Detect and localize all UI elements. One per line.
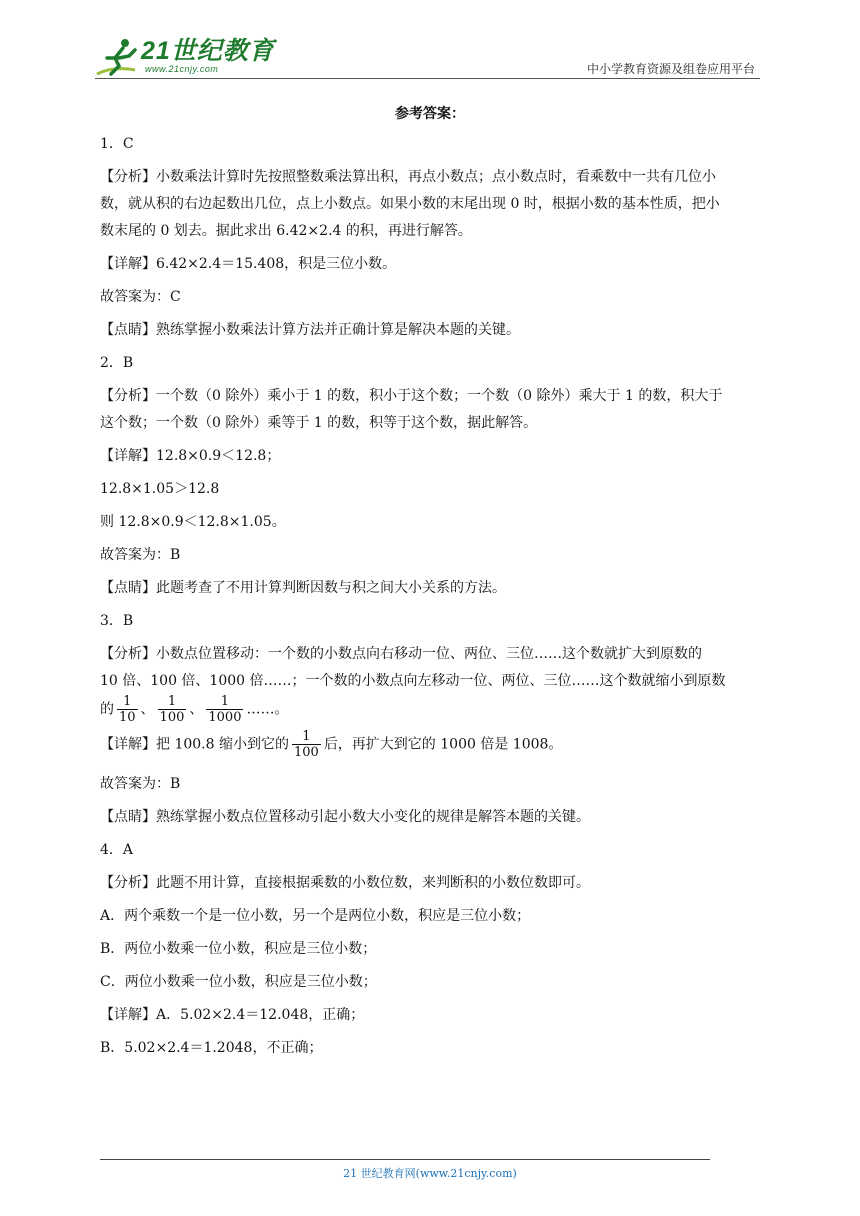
page-title: 参考答案：: [395, 106, 465, 122]
q3-note: 【点睛】熟练掌握小数点位置移动引起小数大小变化的规律是解答本题的关键。: [100, 809, 590, 825]
footer-divider: [100, 1159, 710, 1160]
answer-content: [100, 120, 765, 1057]
logo-text: 21世纪教育: [141, 37, 275, 65]
fraction-denominator: 100: [293, 745, 319, 760]
q3-answer: 故答案为：B: [100, 776, 181, 792]
page-header: [95, 30, 760, 80]
q3-analysis-line-1: 【分析】小数点位置移动：一个数的小数点向右移动一位、两位、三位……这个数就扩大到原数的: [100, 646, 702, 662]
q3-analysis-line-3: [100, 694, 765, 725]
separator: 、: [189, 701, 204, 718]
runner-logo-icon: [95, 36, 145, 78]
q3-analysis-suffix: ……。: [246, 701, 289, 718]
q4-option-c: C．两位小数乘一位小数，积应是三位小数；: [100, 974, 377, 990]
q3-detail: [100, 729, 765, 760]
q2-detail-line-2: 12.8×1.05＞12.8: [100, 481, 220, 497]
q2-note: 【点睛】此题考查了不用计算判断因数与积之间大小关系的方法。: [100, 580, 506, 596]
q3-analysis-prefix: 的: [100, 701, 114, 718]
q4-option-b: B．两位小数乘一位小数，积应是三位小数；: [100, 941, 377, 957]
q4-analysis: 【分析】此题不用计算，直接根据乘数的小数位数，来判断积的小数位数即可。: [100, 875, 590, 891]
q4-detail-line-1: 【详解】A．5.02×2.4＝12.048，正确；: [100, 1007, 365, 1023]
q3-number: 3．B: [100, 613, 134, 629]
q1-analysis-line-3: 数末尾的 0 划去。据此求出 6.42×2.4 的积，再进行解答。: [100, 223, 472, 239]
q4-number: 4．A: [100, 842, 134, 858]
q1-answer: 故答案为：C: [100, 289, 181, 305]
q4-detail-line-2: B．5.02×2.4＝1.2048，不正确；: [100, 1040, 323, 1056]
q2-analysis-line-1: 【分析】一个数（0 除外）乘小于 1 的数，积小于这个数；一个数（0 除外）乘大于 1 的数，积大于: [100, 388, 723, 404]
fraction-numerator: 1: [292, 729, 321, 745]
fraction-denominator: 1000: [208, 710, 242, 725]
q1-analysis-line-1: 【分析】小数乘法计算时先按照整数乘法算出积，再点小数点；点小数点时，看乘数中一共有几位小: [100, 169, 716, 185]
site-logo[interactable]: [95, 36, 275, 78]
fraction-numerator: 1: [206, 694, 243, 710]
q2-number: 2．B: [100, 355, 134, 371]
q1-analysis-line-2: 数，就从积的右边起数出几位，点上小数点。如果小数的末尾出现 0 时，根据小数的基本性质，把小: [100, 196, 720, 212]
fraction-one-hundredth: [158, 694, 187, 725]
q1-detail: 【详解】6.42×2.4＝15.408，积是三位小数。: [100, 256, 397, 272]
fraction-denominator: 100: [159, 710, 185, 725]
footer-link[interactable]: 21 世纪教育网(www.21cnjy.com): [343, 1167, 517, 1180]
q1-note: 【点睛】熟练掌握小数乘法计算方法并正确计算是解决本题的关键。: [100, 322, 520, 338]
fraction-numerator: 1: [117, 694, 138, 710]
q3-detail-prefix: 【详解】把 100.8 缩小到它的: [100, 736, 289, 753]
platform-label: 中小学教育资源及组卷应用平台: [586, 62, 755, 76]
fraction-one-tenth: [117, 694, 138, 725]
q3-detail-suffix: 后，再扩大到它的 1000 倍是 1008。: [323, 736, 563, 753]
q2-answer: 故答案为：B: [100, 547, 181, 563]
q3-analysis-line-2: 10 倍、100 倍、1000 倍……；一个数的小数点向左移动一位、两位、三位……这个数就缩小到原数: [100, 673, 726, 689]
fraction-one-hundredth: [292, 729, 321, 760]
q2-analysis-line-2: 这个数；一个数（0 除外）乘等于 1 的数，积等于这个数，据此解答。: [100, 415, 538, 431]
fraction-denominator: 10: [119, 710, 136, 725]
q1-number: 1．C: [100, 136, 134, 152]
q2-detail-line-3: 则 12.8×0.9＜12.8×1.05。: [100, 514, 286, 530]
q4-option-a: A．两个乘数一个是一位小数，另一个是两位小数，积应是三位小数；: [100, 908, 531, 924]
fraction-one-thousandth: [206, 694, 243, 725]
separator: 、: [140, 701, 155, 718]
q2-detail-line-1: 【详解】12.8×0.9＜12.8；: [100, 448, 281, 464]
logo-url: www.21cnjy.com: [145, 64, 219, 74]
fraction-numerator: 1: [158, 694, 187, 710]
header-divider: [95, 78, 760, 79]
